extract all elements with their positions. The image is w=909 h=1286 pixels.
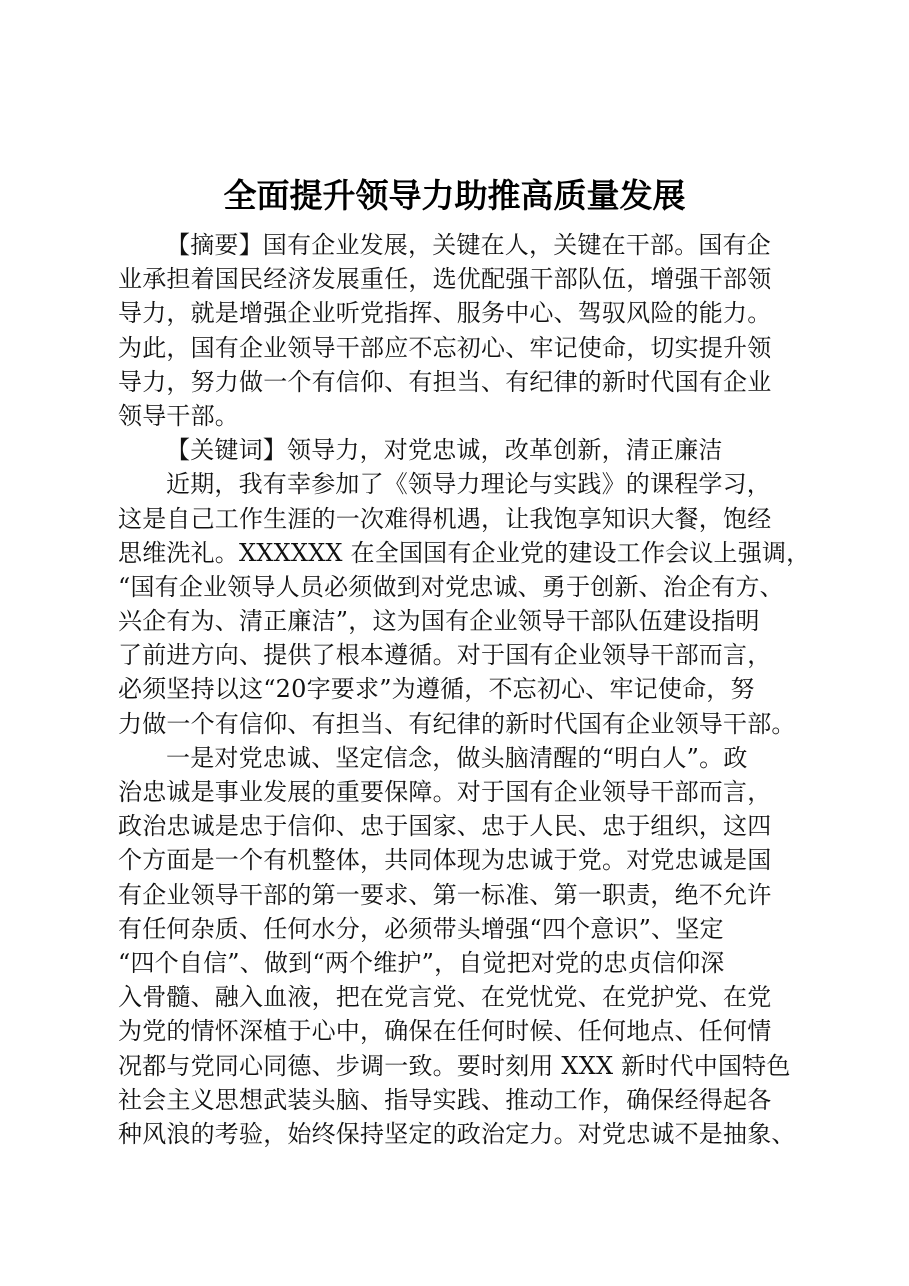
paragraph-line: 有企业领导干部的第一要求、第一标准、第一职责，绝不允许 bbox=[118, 880, 772, 909]
paragraph-line: 近期，我有幸参加了《领导力理论与实践》的课程学习， bbox=[166, 470, 771, 499]
paragraph-line: 政治忠诚是忠于信仰、忠于国家、忠于人民、忠于组织，这四 bbox=[118, 812, 772, 841]
document-title: 全面提升领导力助推高质量发展 bbox=[223, 176, 686, 215]
paragraph-line: 有任何杂质、任何水分，必须带头增强“四个意识”、坚定 bbox=[118, 914, 724, 943]
paragraph-line: 治忠诚是事业发展的重要保障。对于国有企业领导干部而言， bbox=[118, 778, 772, 806]
paragraph-line: 社会主义思想武装头脑、指导实践、推动工作，确保经得起各 bbox=[118, 1085, 772, 1114]
paragraph-line: 入骨髓、融入血液，把在党言党、在党忧党、在党护党、在党 bbox=[118, 983, 772, 1012]
paragraph-line: “国有企业领导人员必须做到对党忠诚、勇于创新、治企有方、 bbox=[118, 572, 784, 601]
paragraph-line: 为党的情怀深植于心中，确保在任何时候、任何地点、任何情 bbox=[118, 1017, 772, 1046]
paragraph-line: 种风浪的考验，始终保持坚定的政治定力。对党忠诚不是抽象、 bbox=[118, 1119, 796, 1148]
paragraph-line: “四个自信”、做到“两个维护”，自觉把对党的忠贞信仰深 bbox=[118, 948, 725, 977]
paragraph-line: 思维洗礼。XXXXXX 在全国国有企业党的建设工作会议上强调， bbox=[118, 538, 811, 567]
abstract-line: 导力，就是增强企业听党指挥、服务中心、驾驭风险的能力。 bbox=[118, 299, 772, 328]
abstract-line: 为此，国有企业领导干部应不忘初心、牢记使命，切实提升领 bbox=[118, 333, 772, 362]
abstract-line: 领导干部。 bbox=[118, 401, 239, 430]
paragraph-line: 一是对党忠诚、坚定信念，做头脑清醒的“明白人”。政 bbox=[166, 743, 748, 772]
paragraph-line: 兴企有为、清正廉洁”，这为国有企业领导干部队伍建设指明 bbox=[118, 607, 760, 636]
paragraph-line: 个方面是一个有机整体，共同体现为忠诚于党。对党忠诚是国 bbox=[118, 846, 772, 875]
document-body bbox=[118, 228, 811, 1151]
paragraph-line: 况都与党同心同德、步调一致。要时刻用 XXX 新时代中国特色 bbox=[118, 1051, 791, 1080]
paragraph-line: 了前进方向、提供了根本遵循。对于国有企业领导干部而言， bbox=[118, 641, 772, 670]
paragraph-line: 必须坚持以这“20字要求”为遵循，不忘初心、牢记使命，努 bbox=[118, 675, 755, 704]
paragraph-line: 这是自己工作生涯的一次难得机遇，让我饱享知识大餐，饱经 bbox=[118, 504, 772, 533]
abstract-line: 业承担着国民经济发展重任，选优配强干部队伍，增强干部领 bbox=[118, 265, 772, 294]
abstract-line: 导力，努力做一个有信仰、有担当、有纪律的新时代国有企业 bbox=[118, 367, 772, 396]
abstract-line: 【摘要】国有企业发展，关键在人，关键在干部。国有企 bbox=[166, 231, 771, 259]
paragraph-line: 力做一个有信仰、有担当、有纪律的新时代国有企业领导干部。 bbox=[118, 709, 796, 738]
keywords-line: 【关键词】领导力，对党忠诚，改革创新，清正廉洁 bbox=[166, 436, 723, 465]
